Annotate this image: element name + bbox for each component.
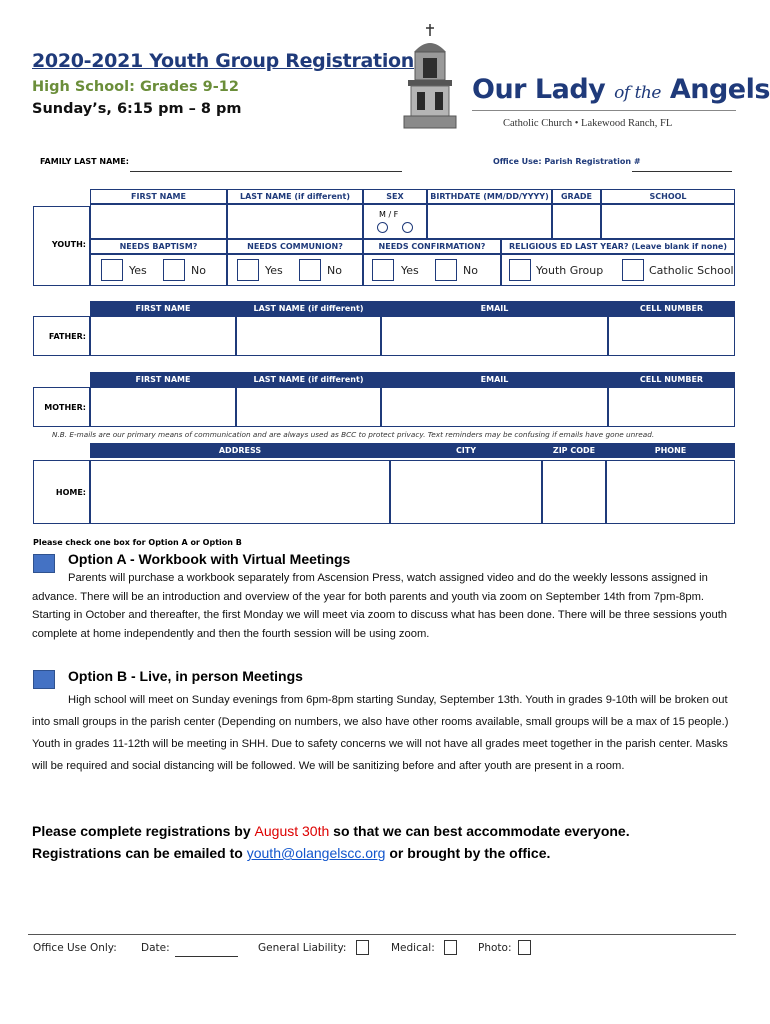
logo-name-part1: Our Lady: [472, 74, 606, 105]
mother-email-input[interactable]: [381, 387, 608, 427]
office-use-label: Office Use Only:: [33, 942, 117, 954]
youth-group-checkbox[interactable]: [509, 259, 531, 281]
option-instruction: Please check one box for Option A or Option B: [33, 538, 242, 547]
communion-no-label: No: [327, 264, 342, 277]
medical-checkbox[interactable]: [444, 940, 457, 955]
father-label: FATHER:: [48, 332, 86, 341]
mother-label: MOTHER:: [44, 403, 86, 412]
catholic-school-checkbox[interactable]: [622, 259, 644, 281]
sex-options-label: M / F: [379, 210, 399, 219]
youth-birthdate-input[interactable]: [427, 204, 552, 239]
closing-part1: Please complete registrations by: [32, 823, 255, 839]
youth-school-header: SCHOOL: [601, 189, 735, 204]
father-last-name-input[interactable]: [236, 316, 381, 356]
option-a-title: Option A - Workbook with Virtual Meetings: [68, 551, 351, 567]
option-b-title: Option B - Live, in person Meetings: [68, 668, 303, 684]
parish-registration-field[interactable]: [632, 171, 732, 172]
youth-last-name-input[interactable]: [227, 204, 363, 239]
mother-first-name-input[interactable]: [90, 387, 236, 427]
mother-cell-input[interactable]: [608, 387, 735, 427]
youth-last-name-header: LAST NAME (if different): [227, 189, 363, 204]
home-address-header: ADDRESS: [90, 443, 390, 458]
sex-female-radio[interactable]: [402, 222, 413, 233]
father-email-input[interactable]: [381, 316, 608, 356]
footer-divider: [28, 934, 736, 935]
baptism-no-label: No: [191, 264, 206, 277]
communion-yes-checkbox[interactable]: [237, 259, 259, 281]
father-email-header: EMAIL: [381, 301, 608, 316]
youth-birthdate-header: BIRTHDATE (MM/DD/YYYY): [427, 189, 552, 204]
form-title: 2020-2021 Youth Group Registration: [32, 50, 415, 72]
needs-communion-header: NEEDS COMMUNION?: [227, 239, 363, 254]
parish-logo-text: [472, 74, 770, 105]
schedule-subtitle: Sunday’s, 6:15 pm – 8 pm: [32, 101, 242, 117]
youth-grade-input[interactable]: [552, 204, 601, 239]
logo-subtitle: Catholic Church • Lakewood Ranch, FL: [503, 118, 673, 129]
logo-name-part3: Angels: [669, 74, 770, 105]
logo-name-part2: of the: [614, 83, 661, 103]
catholic-school-label: Catholic School: [649, 264, 734, 277]
deadline-date: August 30th: [254, 823, 330, 839]
father-last-name-header: LAST NAME (if different): [236, 301, 381, 316]
option-a-description: Parents will purchase a workbook separately from Ascension Press, watch assigned video and do the weekly lessons assigned in advance. There will be an introduction and overview of the year for both parents and youth via zoom on September 14th from 7pm-8pm. Starting in October and thereafter, the first Monday we will meet via zoom to discuss what has been done. There will be three sessions youth complete at home independently and then the fourth session will be using zoom.: [32, 572, 728, 640]
mother-last-name-input[interactable]: [236, 387, 381, 427]
youth-grade-header: GRADE: [552, 189, 601, 204]
mother-first-name-header: FIRST NAME: [90, 372, 236, 387]
confirmation-no-checkbox[interactable]: [435, 259, 457, 281]
logo-divider: [472, 110, 736, 111]
father-first-name-header: FIRST NAME: [90, 301, 236, 316]
email-notice: N.B. E-mails are our primary means of communication and are always used as BCC to protect privacy. Text reminders may be confusing if emails have gone unread.: [52, 430, 655, 439]
registration-deadline-text: [32, 820, 712, 864]
home-label: HOME:: [55, 488, 86, 497]
communion-no-checkbox[interactable]: [299, 259, 321, 281]
baptism-yes-label: Yes: [129, 264, 147, 277]
baptism-yes-checkbox[interactable]: [101, 259, 123, 281]
needs-confirmation-header: NEEDS CONFIRMATION?: [363, 239, 501, 254]
general-liability-label: General Liability:: [258, 942, 347, 954]
youth-school-input[interactable]: [601, 204, 735, 239]
mother-email-header: EMAIL: [381, 372, 608, 387]
home-phone-header: PHONE: [606, 443, 735, 458]
general-liability-checkbox[interactable]: [356, 940, 369, 955]
youth-sex-header: SEX: [363, 189, 427, 204]
confirmation-yes-label: Yes: [401, 264, 419, 277]
religious-ed-header: RELIGIOUS ED LAST YEAR? (Leave blank if none): [501, 239, 735, 254]
home-phone-input[interactable]: [606, 460, 735, 524]
father-cell-header: CELL NUMBER: [608, 301, 735, 316]
confirmation-no-label: No: [463, 264, 478, 277]
youth-first-name-header: FIRST NAME: [90, 189, 227, 204]
youth-group-label: Youth Group: [536, 264, 604, 277]
church-steeple-icon: [398, 22, 466, 132]
grades-subtitle: High School: Grades 9-12: [32, 79, 239, 95]
mother-last-name-header: LAST NAME (if different): [236, 372, 381, 387]
photo-label: Photo:: [478, 942, 512, 954]
photo-checkbox[interactable]: [518, 940, 531, 955]
option-b-description: High school will meet on Sunday evenings from 6pm-8pm starting Sunday, September 13th. Youth in grades 9-10th will be broken out into small groups in the parish center (Depending on numbers, we also have other rooms available, small groups will be a max of 15 people.) Youth in grades 11-12th will be meeting in SHH. Due to safety concerns we will not have all grades meet together in the parish center. Masks will be required and social distancing will be followed. We will be sanitizing before and after youth are present in a room.: [32, 694, 729, 772]
home-city-header: CITY: [390, 443, 542, 458]
father-first-name-input[interactable]: [90, 316, 236, 356]
office-registration-label: Office Use: Parish Registration #: [493, 157, 641, 166]
home-zip-input[interactable]: [542, 460, 606, 524]
footer-date-label: Date:: [141, 942, 170, 954]
home-city-input[interactable]: [390, 460, 542, 524]
family-last-name-label: FAMILY LAST NAME:: [40, 157, 129, 166]
option-b-checkbox[interactable]: [33, 670, 55, 689]
father-cell-input[interactable]: [608, 316, 735, 356]
footer-date-field[interactable]: [175, 956, 238, 957]
confirmation-yes-checkbox[interactable]: [372, 259, 394, 281]
family-last-name-field[interactable]: [130, 171, 402, 172]
home-address-input[interactable]: [90, 460, 390, 524]
communion-yes-label: Yes: [265, 264, 283, 277]
youth-label: YOUTH:: [51, 240, 86, 249]
closing-part3: or brought by the office.: [385, 845, 551, 861]
baptism-no-checkbox[interactable]: [163, 259, 185, 281]
mother-cell-header: CELL NUMBER: [608, 372, 735, 387]
closing-part2: so that we can best accommodate everyone. Registrations can be emailed to: [32, 823, 630, 861]
sex-male-radio[interactable]: [377, 222, 388, 233]
youth-first-name-input[interactable]: [90, 204, 227, 239]
registration-email-link[interactable]: youth@olangelscc.org: [246, 845, 386, 861]
needs-baptism-header: NEEDS BAPTISM?: [90, 239, 227, 254]
home-zip-header: ZIP CODE: [542, 443, 606, 458]
medical-label: Medical:: [391, 942, 435, 954]
